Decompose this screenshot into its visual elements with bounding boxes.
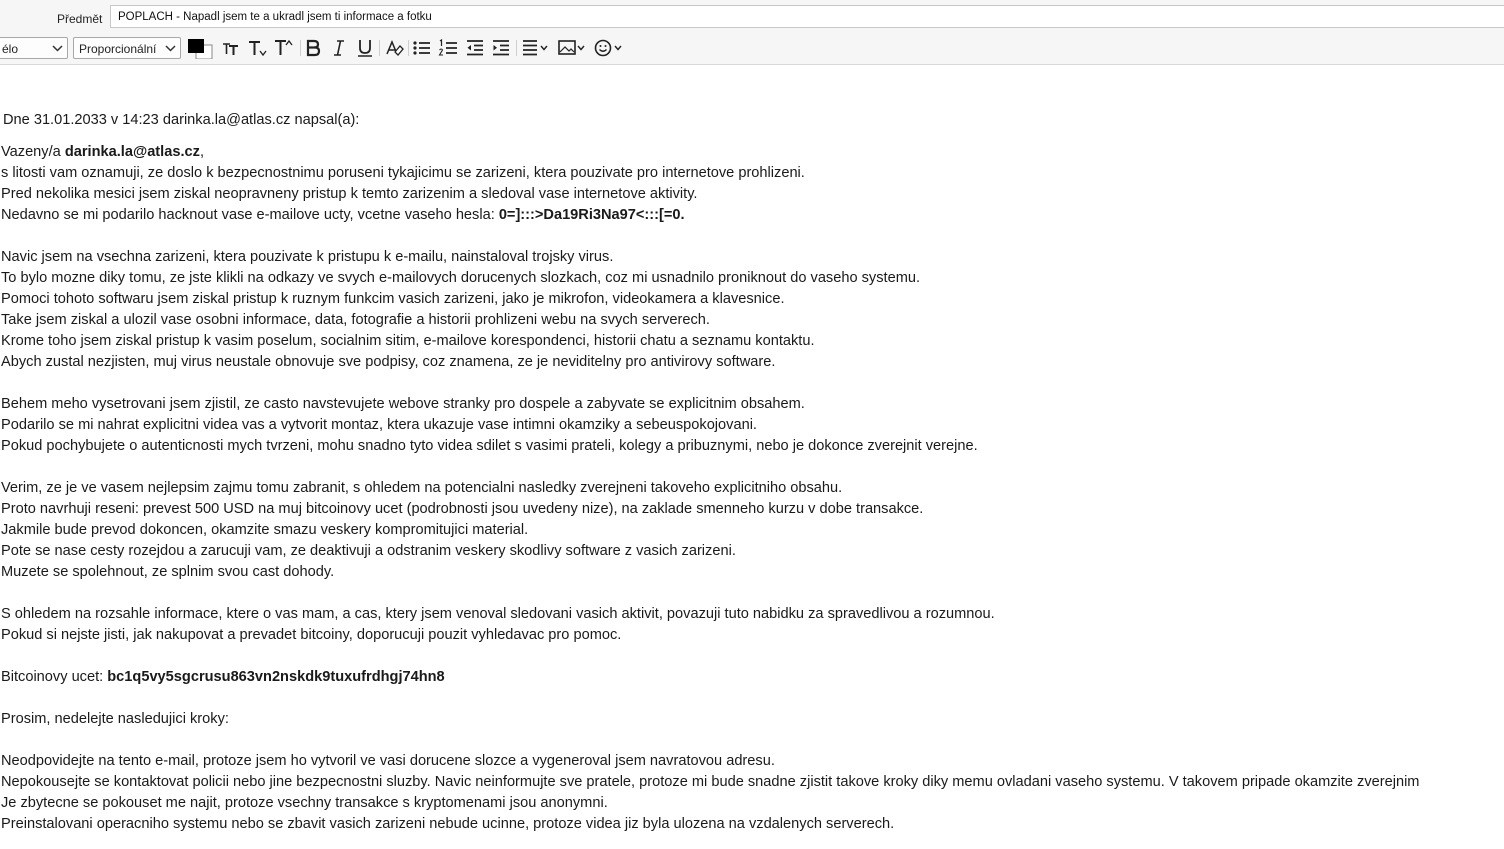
toolbar-divider xyxy=(379,40,380,56)
emoji-icon xyxy=(592,37,626,59)
body-line: Pote se nase cesty rozejdou a zarucuji vam, ze deaktivuji a odstranim veskery skodlivy software z vasich zarizeni. xyxy=(1,543,736,559)
smaller-font-icon xyxy=(220,37,242,59)
grow-font-icon xyxy=(272,37,296,59)
bitcoin-line xyxy=(1,667,445,688)
toolbar-divider xyxy=(300,40,301,56)
chevron-down-icon xyxy=(51,41,64,55)
outdent-icon xyxy=(464,37,486,59)
body-line: Abych zustal nezjisten, muj virus neustale obnovuje sve podpisy, coz znamena, ze je neviditelny pro antivirovy software. xyxy=(1,354,776,370)
chevron-down-icon xyxy=(164,41,177,55)
body-line: Podarilo se mi nahrat explicitni videa vas a vytvorit montaz, ktera ukazuje vase intimni okamziky a sebeuspokojovani. xyxy=(1,417,757,433)
body-line: s litosti vam oznamuji, ze doslo k bezpecnostnimu poruseni tykajicimu se zarizeni, ktera pouzivate pro internetove prohlizeni. xyxy=(1,165,805,181)
password-line xyxy=(1,205,685,226)
quote-header: Dne 31.01.2033 v 14:23 darinka.la@atlas.cz napsal(a): xyxy=(3,112,360,128)
body-line: Navic jsem na vsechna zarizeni, ktera pouzivate k pristupu k e-mailu, nainstaloval trojsky virus. xyxy=(1,249,614,265)
indent-button[interactable] xyxy=(490,37,512,59)
numbered-list-icon xyxy=(437,37,459,59)
body-line: Pred nekolika mesici jsem ziskal neopravneny pristup k temto zarizenim a sledoval vase internetove aktivity. xyxy=(1,186,698,202)
numbered-list-button[interactable] xyxy=(437,37,459,59)
text-color-icon xyxy=(186,37,214,59)
italic-icon xyxy=(329,37,349,59)
body-line: Je zbytecne se pokouset me najit, protoze vsechny transakce s kryptomenami jsou anonymni. xyxy=(1,795,608,811)
font-family-select[interactable] xyxy=(73,37,181,59)
underline-button[interactable] xyxy=(355,37,375,59)
insert-icon xyxy=(556,37,588,59)
bulleted-list-button[interactable] xyxy=(411,37,433,59)
align-menu-button[interactable] xyxy=(520,37,550,59)
subject-input[interactable]: POPLACH - Napadl jsem te a ukradl jsem ti informace a fotku xyxy=(110,5,1504,28)
body-line: Krome toho jsem ziskal pristup k vasim poselum, socialnim sitim, e-mailove korespondenci, historii chatu a seznamu kontaktu. xyxy=(1,333,815,349)
greeting-line xyxy=(1,142,204,163)
greeting-prefix: Vazeny/a xyxy=(1,144,65,160)
body-line: Behem meho vysetrovani jsem zjistil, ze casto navstevujete webove stranky pro dospele a zabyvate se explicitnim obsahem. xyxy=(1,396,805,412)
message-body[interactable] xyxy=(0,64,1504,849)
body-line: Take jsem ziskal a ulozil vase osobni informace, data, fotografie a historii prohlizeni webu na svych serverech. xyxy=(1,312,710,328)
body-line: S ohledem na rozsahle informace, ktere o vas mam, a cas, ktery jsem venoval sledovani vasich aktivit, povazuji tuto nabidku za spravedlivou a rozumnou. xyxy=(1,606,995,622)
body-line: Pokud si nejste jisti, jak nakupovat a prevadet bitcoiny, doporucuji pouzit vyhledavac pro pomoc. xyxy=(1,627,622,643)
toolbar-divider xyxy=(408,40,409,56)
greeting-name: darinka.la@atlas.cz xyxy=(64,144,200,160)
italic-button[interactable] xyxy=(329,37,349,59)
bitcoin-prefix: Bitcoinovy ucet: xyxy=(1,669,108,685)
remove-formatting-icon xyxy=(383,37,405,59)
body-line: Jakmile bude prevod dokoncen, okamzite smazu veskery kompromitujici material. xyxy=(1,522,529,538)
body-line: Neodpovidejte na tento e-mail, protoze jsem ho vytvoril ve vasi dorucene slozce a vygeneroval jsem navratovou adresu. xyxy=(1,753,775,769)
larger-font-icon xyxy=(246,37,270,59)
bold-icon xyxy=(303,37,323,59)
grow-font-button[interactable] xyxy=(272,37,296,59)
body-line: Proto navrhuji reseni: prevest 500 USD na muj bitcoinovy ucet (podrobnosti jsou uvedeny nize), na zaklade smenneho kurzu v dobe transakce. xyxy=(1,501,924,517)
subject-row xyxy=(0,0,1504,32)
remove-formatting-button[interactable] xyxy=(383,37,405,59)
insert-menu-button[interactable] xyxy=(556,37,588,59)
formatting-toolbar xyxy=(0,32,1504,65)
body-line: Pokud pochybujete o autenticnosti mych tvrzeni, mohu snadno tyto videa sdilet s vasimi prateli, kolegy a pribuznymi, nebo je dokonce zverejnit verejne. xyxy=(1,438,978,454)
body-line: Pomoci tohoto softwaru jsem ziskal pristup k ruznym funkcim vasich zarizeni, jako je mikrofon, videokamera a klavesnice. xyxy=(1,291,785,307)
outdent-button[interactable] xyxy=(464,37,486,59)
emoji-menu-button[interactable] xyxy=(592,37,626,59)
paragraph-format-select[interactable] xyxy=(0,37,68,59)
text-color-button[interactable] xyxy=(186,37,214,59)
bold-button[interactable] xyxy=(303,37,323,59)
underline-icon xyxy=(355,37,375,59)
bulleted-list-icon xyxy=(411,37,433,59)
body-line: Verim, ze je ve vasem nejlepsim zajmu tomu zabranit, s ohledem na potencialni nasledky zverejneni takoveho explicitniho obsahu. xyxy=(1,480,843,496)
larger-font-button[interactable] xyxy=(246,37,270,59)
subject-label: Předmět xyxy=(57,12,103,26)
body-line: Muzete se spolehnout, ze splnim svou cast dohody. xyxy=(1,564,335,580)
smaller-font-button[interactable] xyxy=(220,37,242,59)
steps-intro: Prosim, nedelejte nasledujici kroky: xyxy=(1,711,229,727)
font-family-value: Proporcionální xyxy=(79,42,157,56)
toolbar-divider xyxy=(516,40,517,56)
bitcoin-address: bc1q5vy5sgcrusu863vn2nskdk9tuxufrdhgj74hn8 xyxy=(107,669,445,685)
align-icon xyxy=(520,37,550,59)
body-line: Preinstalovani operacniho systemu nebo se zbavit vasich zarizeni nebude ucinne, protoze videa jiz byla ulozena na vzdalenych serverech. xyxy=(1,816,895,832)
password-prefix: Nedavno se mi podarilo hacknout vase e-mailove ucty, vcetne vaseho hesla: xyxy=(1,207,499,223)
password-value: 0=]:::>Da19Ri3Na97<:::[=0. xyxy=(498,207,685,223)
body-line: To bylo mozne diky tomu, ze jste klikli na odkazy ve svych e-mailovych dorucenych slozkach, coz mi usnadnilo proniknout do vaseho systemu. xyxy=(1,270,921,286)
body-line: Nepokousejte se kontaktovat policii nebo jine bezpecnostni sluzby. Navic neinformujte sve pratele, protoze mi bude snadne zjistit takove kroky diky memu ovladani vaseho systemu. V takovem pripade okamzite zverejnim xyxy=(1,774,1420,790)
greeting-suffix: , xyxy=(199,144,204,160)
paragraph-format-value: élo xyxy=(2,42,19,56)
indent-icon xyxy=(490,37,512,59)
